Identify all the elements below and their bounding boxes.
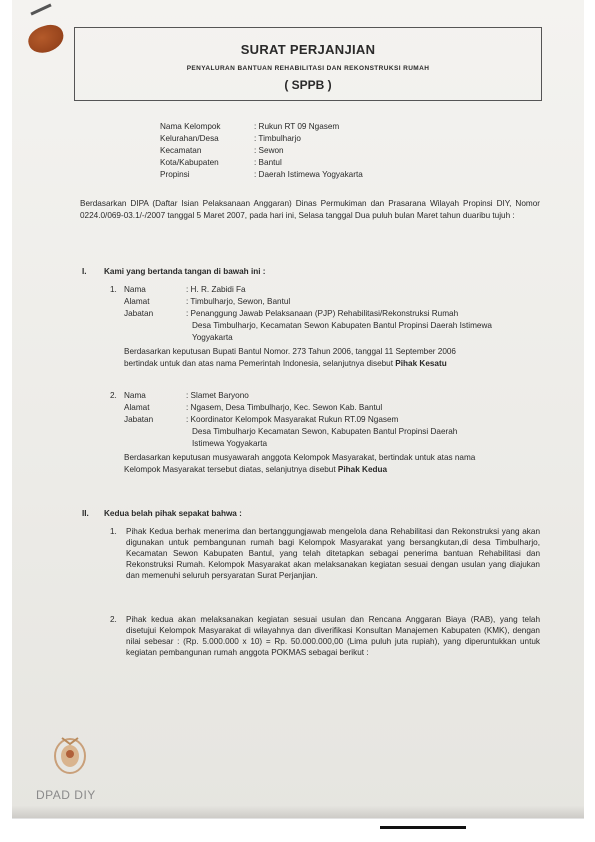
basis-text: Berdasarkan keputusan Bupati Bantul Nomor. 273 Tahun 2006, tanggal 11 September 2006 xyxy=(124,347,456,356)
info-label: Kecamatan xyxy=(160,146,202,155)
item-number: 2. xyxy=(110,615,117,624)
page-edge-shadow xyxy=(12,805,584,819)
intro-paragraph: Berdasarkan DIPA (Daftar Isian Pelaksanaan Anggaran) Dinas Permukiman dan Prasarana Wilayah Propinsi DIY, Nomor 0224.0/069-03.1/-/2007 tanggal 5 Maret 2007, pada hari ini, Selasa tanggal Dua puluh bulan Maret tahun duaribu tujuh : xyxy=(80,199,540,220)
basis-text: bertindak untuk dan atas nama Pemerintah Indonesia, selanjutnya disebut Pihak Kesatu xyxy=(124,359,447,368)
party-designation: Pihak Kedua xyxy=(337,465,388,474)
info-value: : Bantul xyxy=(254,158,282,167)
bottom-rule xyxy=(380,826,466,829)
section-heading: Kedua belah pihak sepakat bahwa : xyxy=(104,509,242,518)
info-label: Kota/Kabupaten xyxy=(160,158,219,167)
document-code: ( SPPB ) xyxy=(284,78,332,92)
info-label: Kelurahan/Desa xyxy=(160,134,219,143)
field-value: : Timbulharjo, Sewon, Bantul xyxy=(186,297,291,306)
watermark-text: DPAD DIY xyxy=(36,788,96,802)
party-number: 2. xyxy=(110,391,117,400)
section-number: II. xyxy=(82,509,89,518)
field-value: Yogyakarta xyxy=(192,333,233,342)
basis-text: Berdasarkan keputusan musyawarah anggota Kelompok Masyarakat, bertindak untuk atas nama xyxy=(124,453,476,462)
party-number: 1. xyxy=(110,285,117,294)
field-value: Desa Timbulharjo, Kecamatan Sewon Kabupaten Bantul Propinsi Daerah Istimewa xyxy=(192,321,492,330)
field-value: : Slamet Baryono xyxy=(186,391,249,400)
field-label: Jabatan xyxy=(124,309,154,318)
field-value: : Koordinator Kelompok Masyarakat Rukun RT.09 Ngasem xyxy=(186,415,399,424)
field-value: : Penanggung Jawab Pelaksanaan (PJP) Rehabilitasi/Rekonstruksi Rumah xyxy=(186,309,459,318)
field-label: Alamat xyxy=(124,297,150,306)
clause-text: Pihak kedua akan melaksanakan kegiatan sesuai usulan dan Rencana Anggaran Biaya (RAB), yang telah disetujui Kelompok Masyarakat di wilayahnya dan diverifikasi Konsultan Manajemen Kabupaten (KMK), dengan nilai sebesar : (Rp. 5.000.000 x 10) = Rp. 50.000.000,00 (Lima puluh juta rupiah), yang diperuntukkan untuk kegiatan pembangunan rumah anggota POKMAS sebagai berikut : xyxy=(126,615,540,657)
field-value: : H. R. Zabidi Fa xyxy=(186,285,246,294)
field-label: Nama xyxy=(124,285,146,294)
document-title: SURAT PERJANJIAN xyxy=(240,42,376,57)
info-value: : Rukun RT 09 Ngasem xyxy=(254,122,340,131)
item-number: 1. xyxy=(110,527,117,536)
section-number: I. xyxy=(82,267,87,276)
document-subtitle: PENYALURAN BANTUAN REHABILITASI DAN REKONSTRUKSI RUMAH xyxy=(186,65,430,72)
field-label: Nama xyxy=(124,391,146,400)
seal-emblem xyxy=(52,732,88,776)
info-label: Propinsi xyxy=(160,170,190,179)
info-value: : Daerah Istimewa Yogyakarta xyxy=(254,170,363,179)
info-value: : Sewon xyxy=(254,146,284,155)
field-label: Alamat xyxy=(124,403,150,412)
title-box xyxy=(74,27,542,101)
clause-text: Pihak Kedua berhak menerima dan bertanggungjawab mengelola dana Rehabilitasi dan Rekonstruksi yang akan digunakan untuk pembangunan rumah bagi Kelompok Masyarakat yang bersangkutan,di desa Timbulharjo, Kecamatan Sewon Kabupaten Bantul, yang telah ditetapkan sebagai penerima bantuan Rehabilitasi dan Rekonstruksi Rumah. Kelompok Masyarakat akan melaksanakan kegiatan sesuai dengan usulan yang diajukan dan memenuhi seluruh persyaratan Surat Perjanjian. xyxy=(126,527,540,580)
field-value: : Ngasem, Desa Timbulharjo, Kec. Sewon Kab. Bantul xyxy=(186,403,383,412)
field-value: Desa Timbulharjo Kecamatan Sewon, Kabupaten Bantul Propinsi Daerah xyxy=(192,427,458,436)
basis-text: Kelompok Masyarakat tersebut diatas, selanjutnya disebut Pihak Kedua xyxy=(124,465,388,474)
field-label: Jabatan xyxy=(124,415,154,424)
field-value: Istimewa Yogyakarta xyxy=(192,439,268,448)
section-heading: Kami yang bertanda tangan di bawah ini : xyxy=(104,267,266,276)
info-label: Nama Kelompok xyxy=(160,122,221,131)
party-designation: Pihak Kesatu xyxy=(395,359,447,368)
info-value: : Timbulharjo xyxy=(254,134,301,143)
